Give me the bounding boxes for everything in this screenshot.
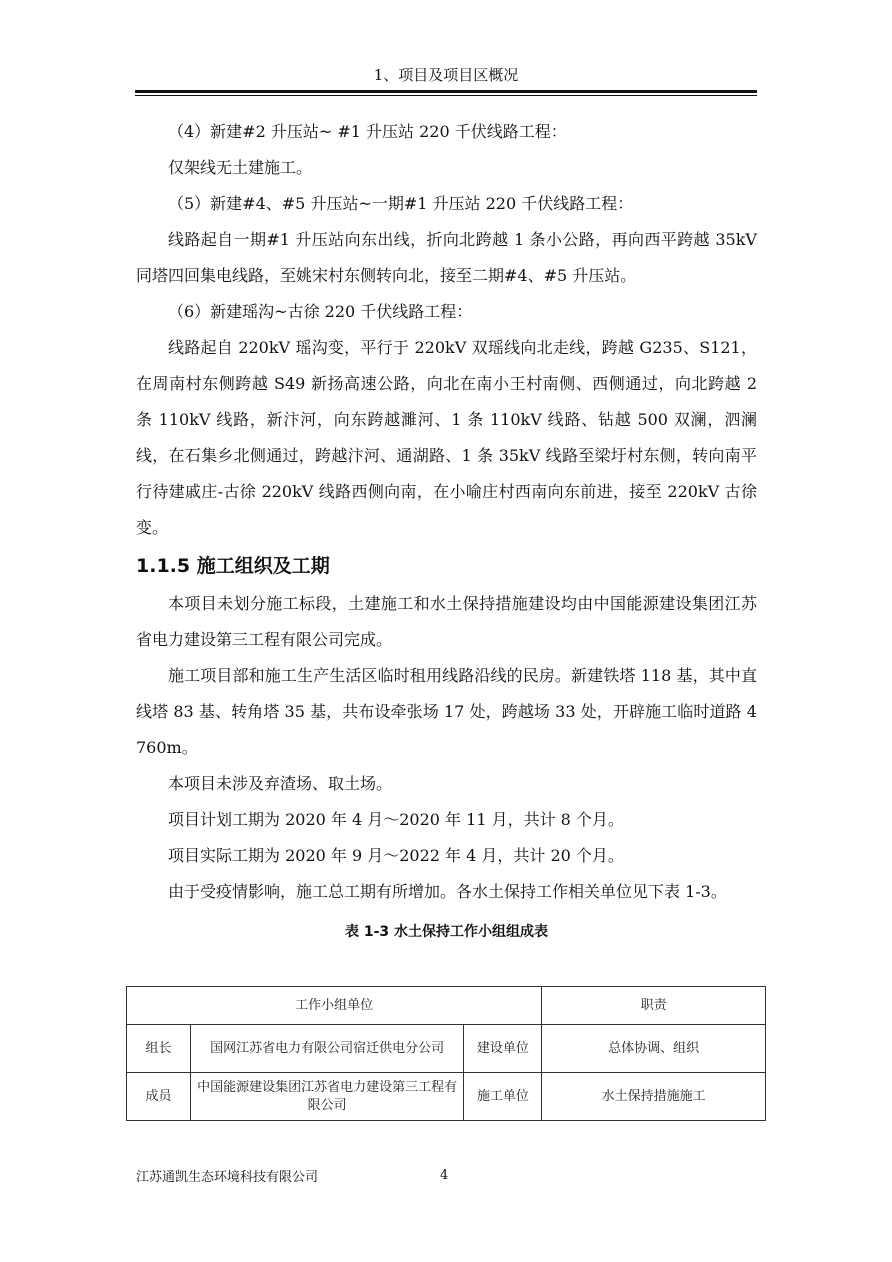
paragraph-line-4-title: （4）新建#2 升压站~ #1 升压站 220 千伏线路工程： — [168, 122, 567, 141]
table-header-unit: 工作小组单位 — [127, 987, 542, 1025]
table-cell-duty: 总体协调、组织 — [542, 1025, 766, 1073]
page-number: 4 — [440, 1168, 449, 1183]
footer-company: 江苏通凯生态环境科技有限公司 — [136, 1170, 319, 1185]
table-cell-type: 施工单位 — [464, 1073, 542, 1121]
table-cell-role: 成员 — [127, 1073, 191, 1121]
section-heading: 1.1.5 施工组织及工期 — [136, 555, 330, 577]
paragraph-line-6-body: 线路起自 220kV 瑶沟变，平行于 220kV 双瑶线向北走线，跨越 G235、S121，在周南村东侧跨越 S49 新扬高速公路，向北在南小王村南侧、西侧通过，向北跨越 2 条 110kV 线路，新汴河，向东跨越濉河、1 条 110kV 线路、钻越 500 双澜，泗澜线，在石集乡北侧通过，跨越汴河、通湖路、1 条 35kV 线路至梁圩村东侧，转向南平行待建戚庄-古徐 220kV 线路西侧向南，在小喻庄村西南向东前进，接至 220kV 古徐变。 — [136, 338, 757, 537]
work-group-table — [126, 986, 766, 1121]
paragraph-line-5-title: （5）新建#4、#5 升压站~一期#1 升压站 220 千伏线路工程： — [168, 194, 634, 213]
paragraph-construction-camp: 施工项目部和施工生产生活区临时租用线路沿线的民房。新建铁塔 118 基，其中直线塔 83 基、转角塔 35 基，共布设牵张场 17 处，跨越场 33 处，开辟施工临时道路 4760m。 — [136, 666, 757, 757]
paragraph-delay-reason: 由于受疫情影响，施工总工期有所增加。各水土保持工作相关单位见下表 1-3。 — [168, 882, 727, 901]
paragraph-actual-period: 项目实际工期为 2020 年 9 月～2022 年 4 月，共计 20 个月。 — [168, 846, 624, 865]
table-caption: 表 1-3 水土保持工作小组组成表 — [344, 924, 549, 940]
table-cell-duty: 水土保持措施施工 — [542, 1073, 766, 1121]
paragraph-line-4-body: 仅架线无土建施工。 — [168, 158, 313, 177]
paragraph-construction-contractor: 本项目未划分施工标段，土建施工和水土保持措施建设均由中国能源建设集团江苏省电力建设第三工程有限公司完成。 — [136, 594, 757, 649]
paragraph-planned-period: 项目计划工期为 2020 年 4 月～2020 年 11 月，共计 8 个月。 — [168, 810, 624, 829]
header-rule-thin — [135, 95, 757, 96]
paragraph-line-5-body: 线路起自一期#1 升压站向东出线，折向北跨越 1 条小公路，再向西平跨越 35kV 同塔四回集电线路，至姚宋村东侧转向北，接至二期#4、#5 升压站。 — [136, 230, 757, 285]
document-body — [136, 114, 757, 946]
table-row — [127, 1025, 766, 1073]
table-header-duty: 职责 — [542, 987, 766, 1025]
paragraph-line-6-title: （6）新建瑶沟~古徐 220 千伏线路工程： — [168, 302, 473, 321]
table-cell-org: 中国能源建设集团江苏省电力建设第三工程有限公司 — [190, 1073, 464, 1121]
paragraph-no-spoil-area: 本项目未涉及弃渣场、取土场。 — [168, 774, 393, 793]
table-cell-org: 国网江苏省电力有限公司宿迁供电分公司 — [190, 1025, 464, 1073]
table-header-row — [127, 987, 766, 1025]
table-cell-type: 建设单位 — [464, 1025, 542, 1073]
table-cell-role: 组长 — [127, 1025, 191, 1073]
header-rule-thick — [135, 90, 757, 93]
page-header-title: 1、项目及项目区概况 — [373, 66, 519, 84]
table-row — [127, 1073, 766, 1121]
